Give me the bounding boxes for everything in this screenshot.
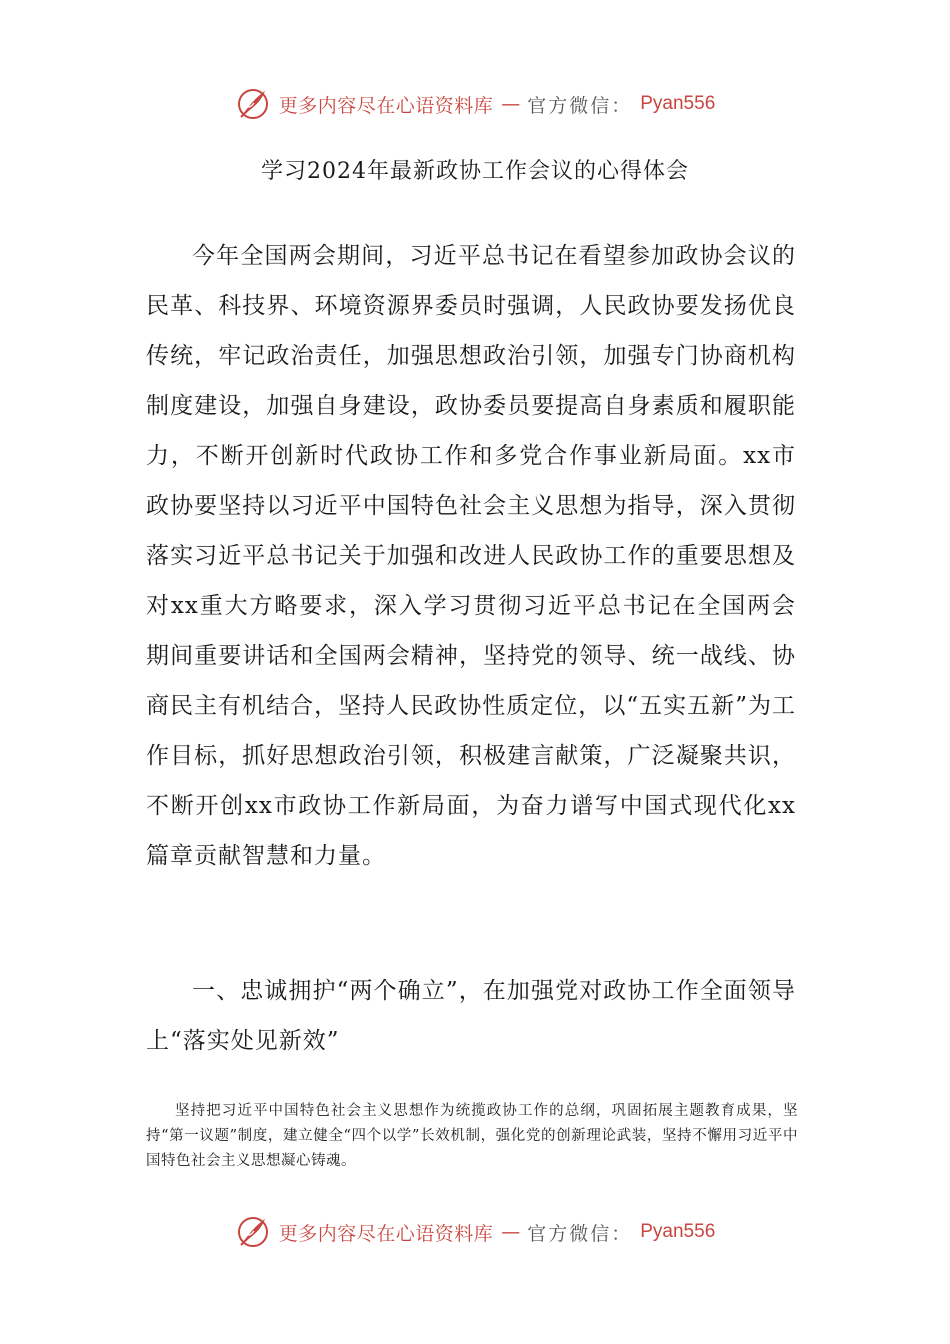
paragraph-intro: 今年全国两会期间，习近平总书记在看望参加政协会议的民革、科技界、环境资源界委员时强调，人民政协要发扬优良传统，牢记政治责任，加强思想政治引领，加强专门协商机构制度建设，加强自身建设，政协委员要提高自身素质和履职能力，不断开创新时代政协工作和多党合作事业新局面。xx市政协要坚持以习近平中国特色社会主义思想为指导，深入贯彻落实习近平总书记关于加强和改进人民政协工作的重要思想及对xx重大方略要求，深入学习贯彻习近平总书记在全国两会期间重要讲话和全国两会精神，坚持党的领导、统一战线、协商民主有机结合，坚持人民政协性质定位，以“五实五新”为工作目标，抓好思想政治引领，积极建言献策，广泛凝聚共识，不断开创xx市政协工作新局面，为奋力谱写中国式现代化xx篇章贡献智慧和力量。 — [146, 243, 796, 869]
paragraph-section-1: 坚持把习近平中国特色社会主义思想作为统揽政协工作的总纲，巩固拓展主题教育成果，坚持“第一议题”制度，建立健全“四个以学”长效机制，强化党的创新理论武装，坚持不懈用习近平中国特色社会主义思想凝心铸魂。 — [146, 1103, 798, 1169]
quill-pen-logo-icon — [235, 1214, 271, 1250]
document-title: 学习2024年最新政协工作会议的心得体会 — [261, 159, 689, 184]
watermark-official-label: 官方微信： — [527, 1222, 633, 1245]
watermark-wechat-id: Pyan556 — [640, 93, 716, 114]
watermark-dash: — — [501, 1221, 520, 1243]
section-heading-1: 一、忠诚拥护“两个确立”，在加强党对政协工作全面领导上“落实处见新效” — [146, 978, 796, 1054]
watermark-dash: — — [501, 93, 520, 115]
quill-pen-logo-icon — [235, 86, 271, 122]
watermark-banner-bottom — [0, 1214, 950, 1250]
watermark-text: 更多内容尽在心语资料库 — [278, 94, 494, 117]
watermark-wechat-id: Pyan556 — [640, 1221, 716, 1242]
watermark-official-label: 官方微信： — [527, 94, 633, 117]
watermark-text: 更多内容尽在心语资料库 — [278, 1222, 494, 1245]
watermark-banner-top — [0, 86, 950, 122]
